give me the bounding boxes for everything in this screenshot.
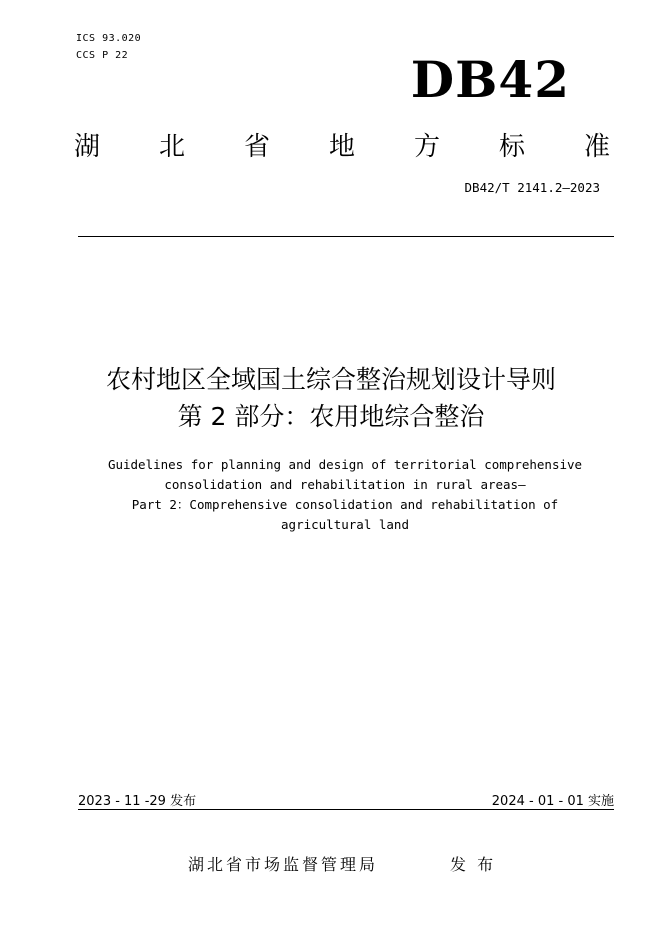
- implementation-date: 2024 - 01 - 01 实施: [491, 794, 614, 809]
- standard-type-char: 湖: [73, 132, 100, 162]
- standard-type-char: 省: [243, 132, 270, 162]
- title-en-line: Guidelines for planning and design of territorial comprehensive: [107, 457, 583, 472]
- title-en-line: Part 2：Comprehensive consolidation and rehabilitation of: [131, 497, 559, 512]
- top-divider: [78, 236, 614, 237]
- title-en: [0, 455, 662, 535]
- ccs-code: CCS P 22: [76, 50, 129, 61]
- title-zh-line2: 第 2 部分：农用地综合整治: [177, 402, 485, 431]
- ics-code: ICS 93.020: [76, 33, 142, 44]
- standard-type-char: 方: [413, 132, 440, 162]
- issue-label: 发 布: [450, 855, 497, 874]
- standard-code-logo: DB42: [410, 50, 570, 109]
- title-en-line: consolidation and rehabilitation in rural areas—: [164, 477, 526, 492]
- standard-type-char: 地: [328, 132, 355, 162]
- bottom-divider: [78, 809, 614, 810]
- standard-type-char: 标: [498, 132, 525, 162]
- standard-type-char: 准: [583, 132, 610, 162]
- standard-type-char: 北: [158, 132, 185, 162]
- title-zh-line1: 农村地区全域国土综合整治规划设计导则: [105, 365, 556, 394]
- standard-type: [72, 126, 612, 163]
- issue-date: 2023 - 11 -29 发布: [78, 794, 197, 809]
- issuing-authority: 湖北省市场监督管理局: [188, 855, 379, 874]
- title-en-line: agricultural land: [281, 517, 409, 532]
- standard-number: DB42/T 2141.2—2023: [464, 180, 600, 195]
